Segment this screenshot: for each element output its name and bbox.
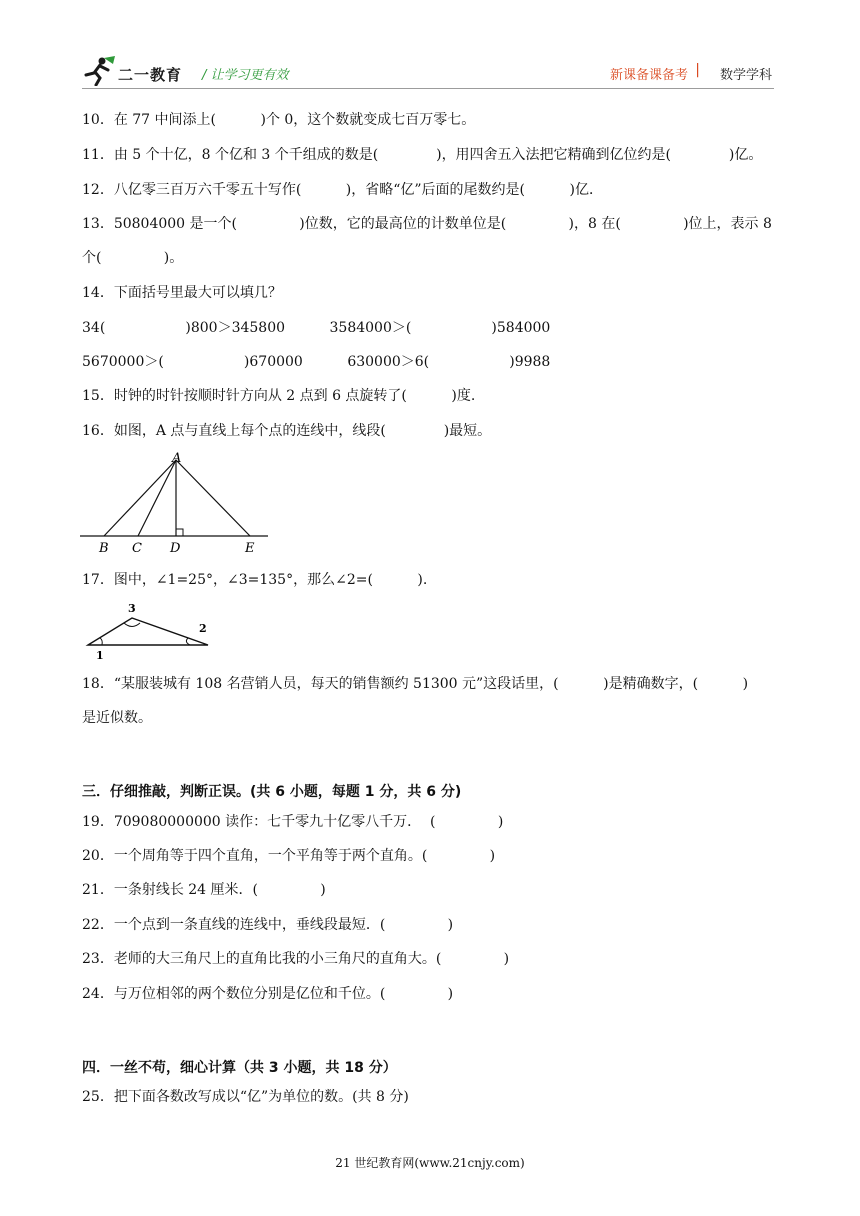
question-12: 12．八亿零三百万六千零五十写作( )，省略“亿”后面的尾数约是( )亿． xyxy=(82,182,603,198)
running-figure-icon xyxy=(82,56,116,86)
section-3-title: 三．仔细推敲，判断正误。(共 6 小题，每题 1 分，共 6 分) xyxy=(82,784,462,800)
figure-17-label-1: 1 xyxy=(96,649,104,660)
question-14: 14．下面括号里最大可以填几？ xyxy=(82,285,282,301)
question-14-row-1: 34( )800＞345800 3584000＞( )584000 xyxy=(82,320,551,336)
question-17: 17．图中，∠1=25°，∠3=135°，那么∠2=( ). xyxy=(82,572,428,588)
question-11: 11．由 5 个十亿，8 个亿和 3 个千组成的数是( )，用四舍五入法把它精确到亿位约是( )亿。 xyxy=(82,147,763,163)
question-18: 18．“某服装城有 108 名营销人员，每天的销售额约 51300 元”这段话里，( )是精确数字，( ) xyxy=(82,676,749,692)
question-15: 15．时钟的时针按顺时针方向从 2 点到 6 点旋转了( )度. xyxy=(82,388,476,404)
header-rule xyxy=(82,88,774,89)
question-20: 20．一个周角等于四个直角，一个平角等于两个直角。( ) xyxy=(82,848,496,864)
slogan: / 让学习更有效 xyxy=(202,68,289,83)
figure-16-label-c: C xyxy=(132,541,142,556)
figure-16-label-b: B xyxy=(99,541,109,556)
figure-17-triangle xyxy=(84,600,214,660)
question-22: 22．一个点到一条直线的连线中，垂线段最短．( ) xyxy=(82,917,454,933)
question-25: 25．把下面各数改写成以“亿”为单位的数。(共 8 分) xyxy=(82,1089,409,1105)
question-14-row-2: 5670000＞( )670000 630000＞6( )9988 xyxy=(82,354,551,370)
brand-name: 二一教育 xyxy=(118,66,183,84)
figure-16-label-d: D xyxy=(170,541,181,556)
question-16: 16．如图，A 点与直线上每个点的连线中，线段( )最短。 xyxy=(82,423,492,439)
figure-16-label-a: A xyxy=(172,451,182,466)
question-19: 19．709080000000 读作：七千零九十亿零八千万． ( ) xyxy=(82,814,504,830)
header-separator: | xyxy=(695,62,700,78)
page-header xyxy=(82,56,774,90)
question-24: 24．与万位相邻的两个数位分别是亿位和千位。( ) xyxy=(82,986,454,1002)
header-tag: 新课备课备考 xyxy=(609,68,688,83)
subject-label: 数学学科 xyxy=(719,68,772,83)
figure-16-label-e: E xyxy=(245,541,255,556)
question-13-continued: 个( )。 xyxy=(82,250,184,266)
page-footer: 21 世纪教育网(www.21cnjy.com) xyxy=(335,1156,525,1170)
section-4-title: 四．一丝不苟，细心计算（共 3 小题，共 18 分） xyxy=(82,1060,397,1076)
question-18-continued: 是近似数。 xyxy=(82,710,152,726)
question-13: 13．50804000 是一个( )位数，它的最高位的计数单位是( )，8 在( )位上，表示 8 xyxy=(82,216,772,232)
figure-16-triangle xyxy=(80,450,270,556)
figure-17-label-2: 2 xyxy=(199,622,207,635)
question-23: 23．老师的大三角尺上的直角比我的小三角尺的直角大。( ) xyxy=(82,951,510,967)
question-21: 21．一条射线长 24 厘米．( ) xyxy=(82,882,326,898)
question-10: 10．在 77 中间添上( )个 0，这个数就变成七百万零七。 xyxy=(82,112,476,128)
figure-17-label-3: 3 xyxy=(128,602,136,615)
